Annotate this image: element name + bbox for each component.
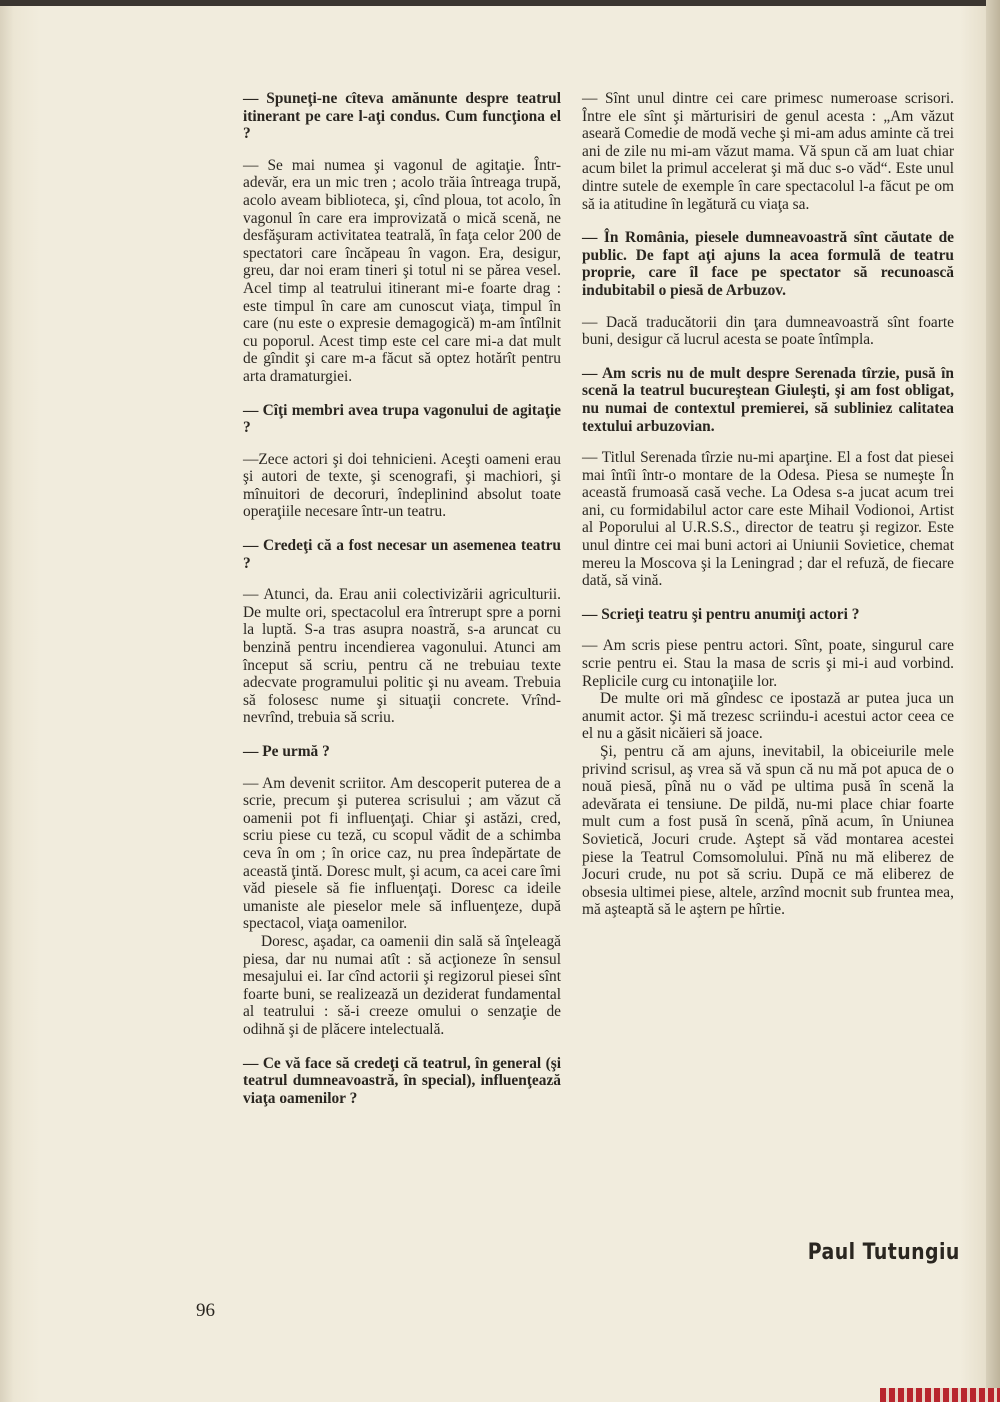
interview-answer: — Atunci, da. Erau anii colectivizării agriculturii. De multe ori, spectacolul era întrerupt spre a porni la luptă. S-a tras asupra noastră, s-a aruncat cu benzină pentru incendierea vagonului. Atunci am început să scriu, pentru că ne trebuiau texte adecvate programului politic şi nu aveam. Trebuia să folosesc nume şi situaţii concrete. Vrînd-nevrînd, trebuia să scriu. xyxy=(243,586,561,727)
interview-question: — Scrieţi teatru şi pentru anumiţi actori ? xyxy=(582,605,860,623)
interview-question: — Spuneţi-ne cîteva amănunte despre teatrul itinerant pe care l-aţi condus. Cum funcţiona el ? xyxy=(243,90,561,143)
answer-paragraph: De multe ori mă gîndesc ce ipostază ar putea juca un anumit actor. Şi mă trezesc scriindu-i acestui actor ceea ce el nu a găsit nicăieri să joace. xyxy=(582,690,954,743)
interview-question: — Am scris nu de mult despre Serenada tîrzie, pusă în scenă la teatrul bucureştean Giuleşti, şi am fost obligat, nu numai de contextul premierei, să subliniez calitatea textului arbuzovian. xyxy=(582,364,954,435)
page-number: 96 xyxy=(196,1300,215,1321)
interview-question: — Ce vă face să credeţi că teatrul, în general (şi teatrul dumneavoastră, în special), influenţează viaţa oamenilor ? xyxy=(243,1054,561,1107)
interview-answer: — Am devenit scriitor. Am descoperit puterea de a scrie, precum şi puterea scrisului ; am văzut că oamenii pot fi influenţaţi. Chiar şi astăzi, cred, scriu piese cu teză, cu scopul vădit de a schimba ceva în om ; în orice caz, nu prea îndepărtate de această ţintă. Doresc mult, şi acum, ca acei care îmi văd piesele să fie influenţaţi. Doresc ca ideile umaniste ale pieselor mele să influenţeze, după spectacol, viaţa oamenilor. xyxy=(243,774,561,933)
interview-answer: — Titlul Serenada tîrzie nu-mi aparţine. El a fost dat piesei mai întîi într-o montare de la Odesa. Piesa se numeşte În această frumoasă casă veche. La Odesa s-a jucat acum trei ani, cu formidabilul actor care este Mihail Vodionoi, Artist al Poporului al U.R.S.S., director de teatru şi regizor. Este unul dintre cei mai buni actori ai Uniunii Sovietice, chemat mereu la Moscova şi la Leningrad ; dar el refuză, de fiecare dată, să vină. xyxy=(582,449,954,590)
answer-paragraph: Şi, pentru că am ajuns, inevitabil, la obiceiurile mele privind scrisul, aş vrea să vă spun că nu mă pot apuca de o nouă piesă, pînă nu o văd pe ultima pusă în scenă la adevărata ei tensiune. De pildă, nu-mi place chiar foarte mult cum a fost pusă în scenă, pînă acum, în Uniunea Sovietică, Jocuri crude. Aştept să văd montarea acestei piese la Teatrul Comsomolului. Pînă nu mă eliberez de Jocuri crude, nu pot să scriu. După ce mă eliberez de obsesia ultimei piese, altele, arzînd mocnit sub fruntea mea, mă aşteaptă să le aştern pe hîrtie. xyxy=(582,743,954,919)
interview-answer: —Zece actori şi doi tehnicieni. Aceşti oameni erau şi autori de texte, şi scenografi, şi machiori, şi mînuitori de decoruri, îndeplinind absolut toate operaţiile necesare într-un teatru. xyxy=(243,450,561,521)
interview-answer: — Sînt unul dintre cei care primesc numeroase scrisori. Între ele sînt şi mărturisiri de genul acesta : „Am văzut aseară Comedie de modă veche şi mi-am adus aminte că trei ani de zile nu mi-am văzut mama. Vă spun că am luat chiar acum bilet la primul accelerat şi mă duc s-o văd“. Este unul dintre sutele de exemple în care spectacolul l-a făcut pe om să ia atitudine în legătură cu viaţa sa. xyxy=(582,90,954,213)
interview-question: — Pe urmă ? xyxy=(243,743,330,760)
page-binding xyxy=(986,0,1000,1402)
interview-answer: — Am scris piese pentru actori. Sînt, poate, singurul care scrie pentru ei. Stau la masa de scris şi mi-i aud vorbind. Replicile curg cu intonaţiile lor. xyxy=(582,637,954,690)
left-column xyxy=(243,90,561,1121)
author-signature: Paul Tutungiu xyxy=(807,1240,960,1265)
interview-question: — Credeţi că a fost necesar un asemenea teatru ? xyxy=(243,537,561,572)
interview-question: — Cîţi membri avea trupa vagonului de agitaţie ? xyxy=(243,401,561,437)
interview-answer: — Se mai numea şi vagonul de agitaţie. Într-adevăr, era un mic tren ; acolo trăia întreaga trupă, acolo aveam biblioteca, şi, cînd ploua, tot acolo, în vagonul în care era improvizată o mică scenă, ne desfăşuram activitatea teatrală, în faţa celor 200 de spectatori care încăpeau în vagon. Era, desigur, greu, dar noi eram tineri şi totul ni se părea vesel. Acel timp al teatrului itinerant mi-e foarte drag : este timpul în care am cunoscut viaţa, timpul în care (nu este o expresie demagogică) m-am întîlnit cu poporul. Acest timp este cel care mi-a dat mult de gîndit şi care m-a făcut să optez hotărît pentru arta dramaturgiei. xyxy=(243,156,561,385)
interview-question: — În România, piesele dumneavoastră sînt căutate de public. De fapt aţi ajuns la acea formulă de teatru proprie, care îl face pe spectator să recunoască indubitabil o piesă de Arbuzov. xyxy=(582,229,954,299)
interview-answer: — Dacă traducătorii din ţara dumneavoastră sînt foarte buni, desigur că lucrul acesta se poate întîmpla. xyxy=(582,313,954,349)
binding-tape xyxy=(880,1388,1000,1402)
top-edge xyxy=(0,0,1000,6)
right-column xyxy=(582,90,954,919)
answer-paragraph: Doresc, aşadar, ca oamenii din sală să înţeleagă piesa, dar nu numai atît : să acţioneze în sensul mesajului ei. Iar cînd actorii şi regizorul piesei sînt foarte buni, se realizează un deziderat fundamental al teatrului : să-i creeze omului o senzaţie de odihnă şi de plăcere intelectuală. xyxy=(243,932,561,1038)
